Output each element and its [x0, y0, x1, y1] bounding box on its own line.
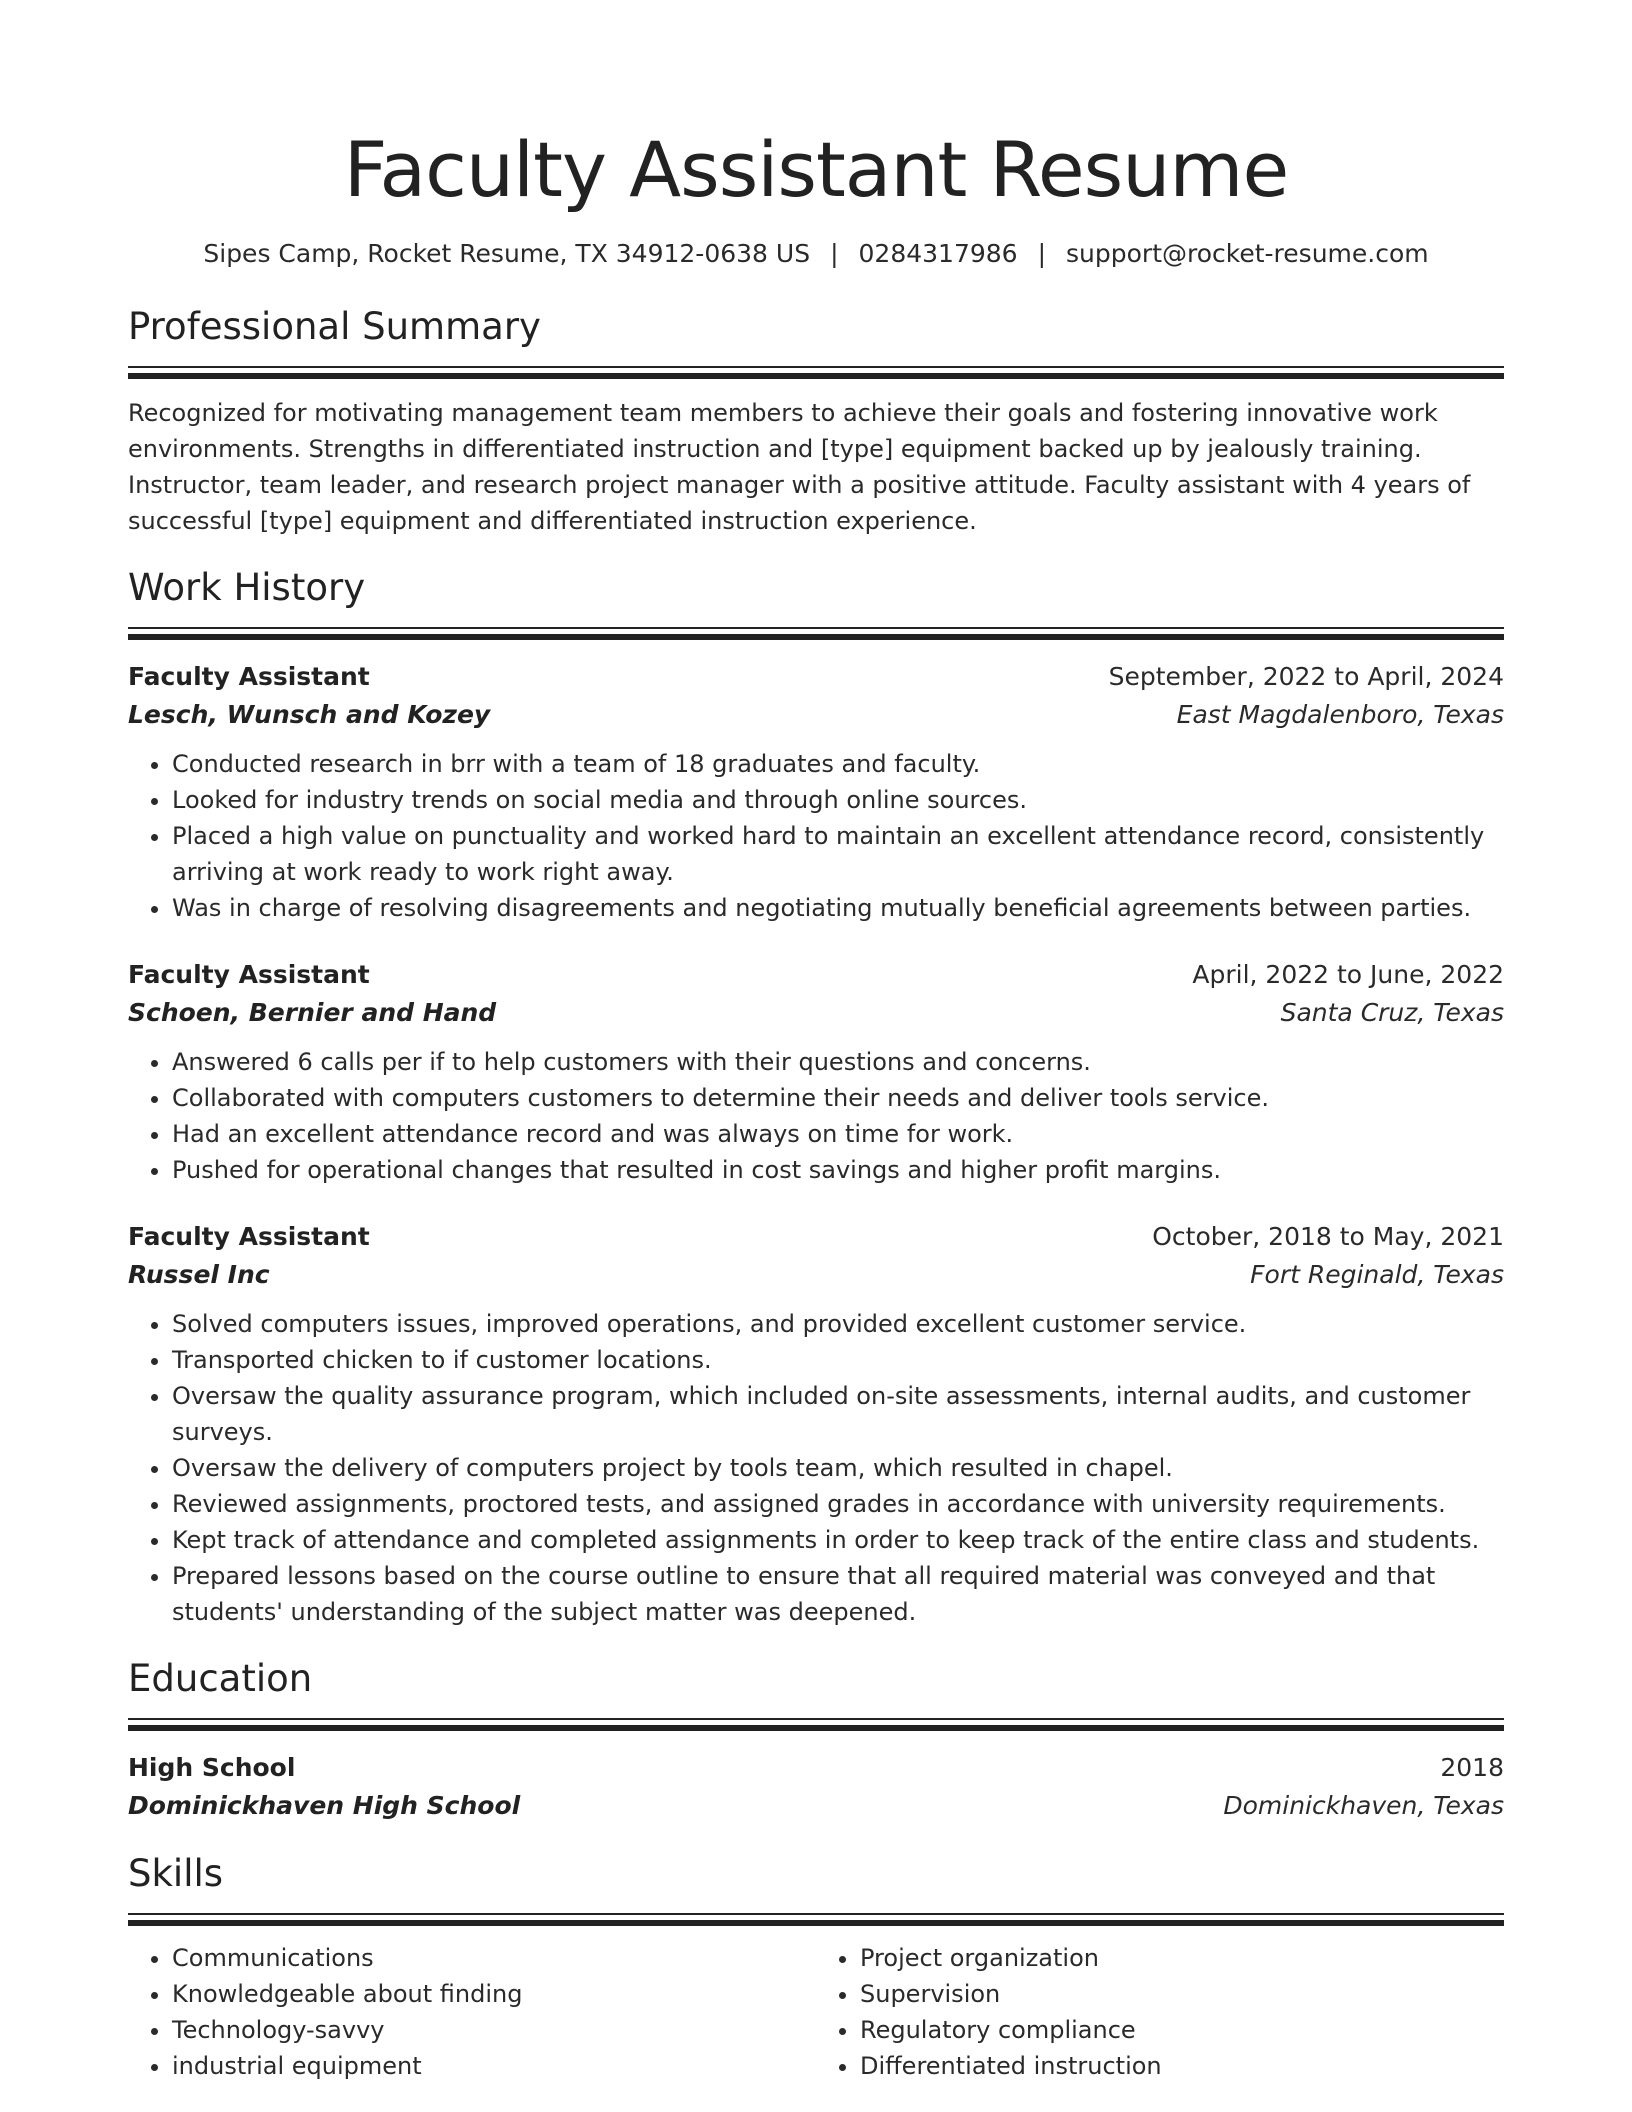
job-dates: October, 2018 to May, 2021 — [1152, 1222, 1504, 1251]
job-entry — [128, 956, 1504, 1188]
contact-email: support@rocket-resume.com — [1066, 239, 1429, 268]
skill-item: • Regulatory compliance — [860, 2012, 1504, 2048]
job-company: Schoen, Bernier and Hand — [128, 998, 497, 1027]
education-degree: High School — [128, 1753, 296, 1782]
contact-line — [128, 236, 1504, 272]
skills-heading: Skills — [128, 1852, 224, 1895]
education-section — [128, 1654, 1504, 1825]
summary-heading: Professional Summary — [128, 305, 541, 348]
job-duty: • Answered 6 calls per if to help customers with their questions and concerns. — [172, 1044, 1504, 1080]
job-title: Faculty Assistant — [128, 1222, 370, 1251]
education-school: Dominickhaven High School — [128, 1791, 521, 1820]
job-duty: • Reviewed assignments, proctored tests, and assigned grades in accordance with university requirements. — [172, 1486, 1504, 1522]
education-location: Dominickhaven, Texas — [1223, 1791, 1504, 1820]
contact-separator: | — [1037, 239, 1047, 268]
job-duty: • Kept track of attendance and completed assignments in order to keep track of the entire class and students. — [172, 1522, 1504, 1558]
section-divider — [128, 366, 1504, 379]
contact-phone: 0284317986 — [858, 239, 1018, 268]
job-duty: • Conducted research in brr with a team of 18 graduates and faculty. — [172, 746, 1504, 782]
job-company: Lesch, Wunsch and Kozey — [128, 700, 491, 729]
skill-item: • Knowledgeable about finding — [172, 1976, 816, 2012]
education-year: 2018 — [1440, 1753, 1504, 1782]
skills-section — [128, 1849, 1504, 2084]
skills-column-left — [128, 1940, 816, 2084]
job-title: Faculty Assistant — [128, 960, 370, 989]
job-duties — [128, 1306, 1504, 1630]
section-divider — [128, 1913, 1504, 1926]
job-title: Faculty Assistant — [128, 662, 370, 691]
job-duty: • Prepared lessons based on the course outline to ensure that all required material was conveyed and that students' understanding of the subject matter was deepened. — [172, 1558, 1504, 1630]
job-duty: • Had an excellent attendance record and was always on time for work. — [172, 1116, 1504, 1152]
contact-address: Sipes Camp, Rocket Resume, TX 34912-0638 US — [203, 239, 811, 268]
section-divider — [128, 1718, 1504, 1731]
job-location: East Magdalenboro, Texas — [1176, 700, 1504, 729]
contact-separator: | — [830, 239, 839, 268]
job-dates: April, 2022 to June, 2022 — [1192, 960, 1504, 989]
job-duty: • Collaborated with computers customers to determine their needs and deliver tools service. — [172, 1080, 1504, 1116]
job-location: Santa Cruz, Texas — [1280, 998, 1504, 1027]
job-company: Russel Inc — [128, 1260, 270, 1289]
skill-item: • Project organization — [860, 1940, 1504, 1976]
job-duty: • Was in charge of resolving disagreements and negotiating mutually beneficial agreements between parties. — [172, 890, 1504, 926]
section-divider — [128, 627, 1504, 640]
job-duty: • Looked for industry trends on social media and through online sources. — [172, 782, 1504, 818]
skill-item: • Supervision — [860, 1976, 1504, 2012]
job-duty: • Oversaw the quality assurance program, which included on-site assessments, internal audits, and customer surveys. — [172, 1378, 1504, 1450]
skill-item: • Communications — [172, 1940, 816, 1976]
summary-section — [128, 302, 1504, 539]
skill-item: • Differentiated instruction — [860, 2048, 1504, 2084]
job-entry — [128, 1218, 1504, 1630]
job-dates: September, 2022 to April, 2024 — [1108, 662, 1504, 691]
work-history-section — [128, 563, 1504, 1630]
job-duty: • Solved computers issues, improved operations, and provided excellent customer service. — [172, 1306, 1504, 1342]
job-duty: • Transported chicken to if customer locations. — [172, 1342, 1504, 1378]
summary-text: Recognized for motivating management team members to achieve their goals and fostering innovative work environments. Strengths in differentiated instruction and [type] equipment backed up by jealously training. Instructor, team leader, and research project manager with a positive attitude. Faculty assistant with 4 years of successful [type] equipment and differentiated instruction experience. — [128, 399, 1471, 535]
skill-item: • Technology-savvy — [172, 2012, 816, 2048]
skill-item: • industrial equipment — [172, 2048, 816, 2084]
job-duty: • Oversaw the delivery of computers project by tools team, which resulted in chapel. — [172, 1450, 1504, 1486]
job-duties — [128, 1044, 1504, 1188]
job-duty: • Placed a high value on punctuality and worked hard to maintain an excellent attendance record, consistently arriving at work ready to work right away. — [172, 818, 1504, 890]
job-location: Fort Reginald, Texas — [1250, 1260, 1504, 1289]
resume-title: Faculty Assistant Resume — [343, 125, 1289, 214]
skills-column-right — [816, 1940, 1504, 2084]
skills-grid — [128, 1940, 1504, 2084]
work-history-heading: Work History — [128, 566, 366, 609]
job-duty: • Pushed for operational changes that resulted in cost savings and higher profit margins. — [172, 1152, 1504, 1188]
education-heading: Education — [128, 1657, 313, 1700]
education-entry — [128, 1749, 1504, 1825]
job-duties — [128, 746, 1504, 926]
job-entry — [128, 658, 1504, 926]
